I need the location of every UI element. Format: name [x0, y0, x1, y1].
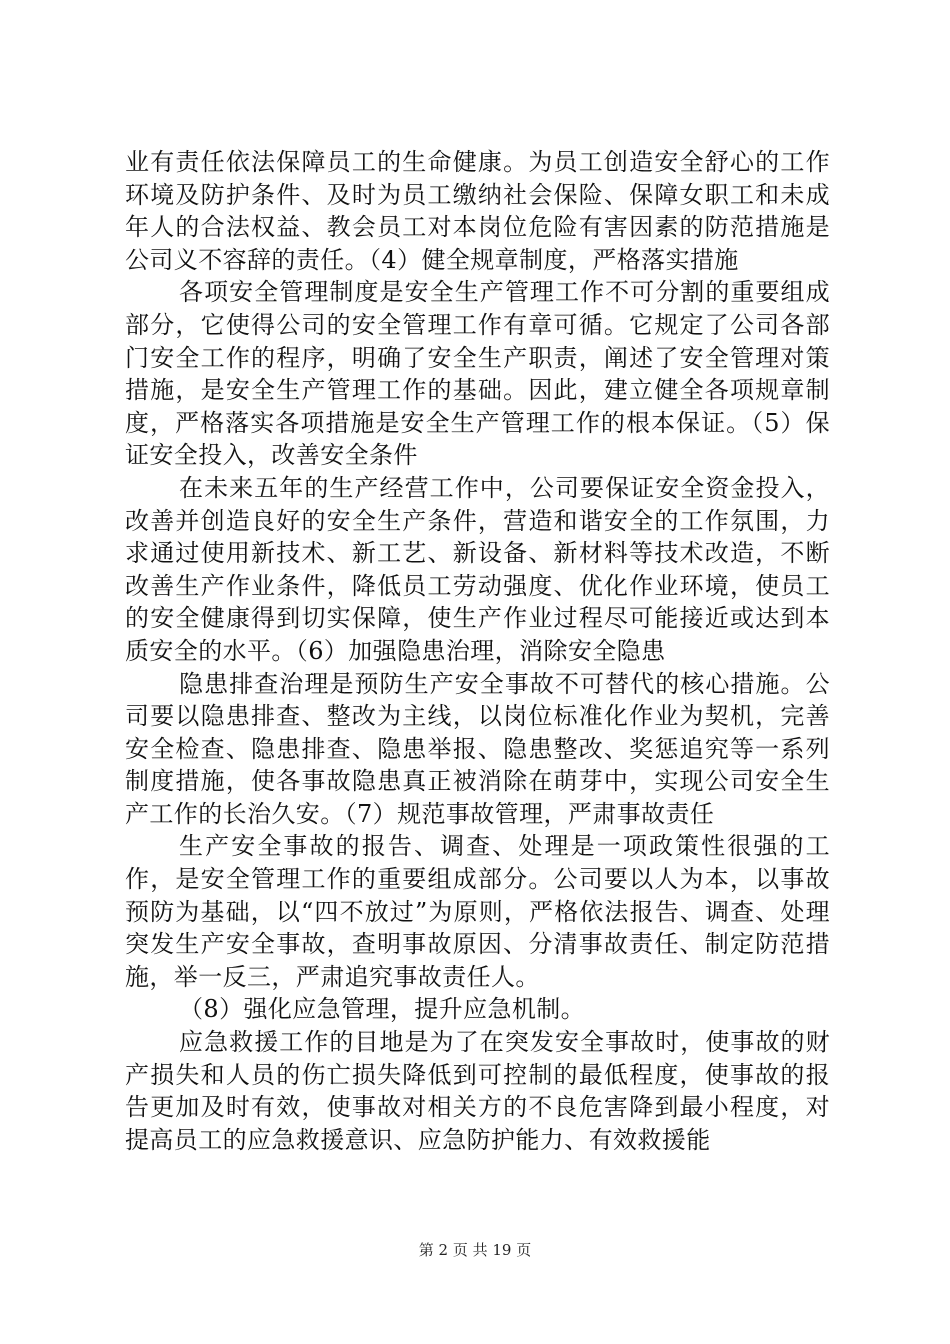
paragraph-6: （8）强化应急管理，提升应急机制。	[179, 995, 586, 1024]
paragraph-3: 在未来五年的生产经营工作中，公司要保证安全资金投入，改善并创造良好的安全生产条件，营造和谐安全的工作氛围，力求通过使用新技术、新工艺、新设备、新材料等技术改造，不断改善生产作业条件，降低员工劳动强度、优化作业环境，使员工的安全健康得到切实保障，使生产作业过程尽可能接近或达到本质安全的水平。（6）加强隐患治理，消除安全隐患	[125, 473, 830, 665]
paragraph-4: 隐患排查治理是预防生产安全事故不可替代的核心措施。公司要以隐患排查、整改为主线，以岗位标准化作业为契机，完善安全检查、隐患排查、隐患举报、隐患整改、奖惩追究等一系列制度措施，使各事故隐患真正被消除在萌芽中，实现公司安全生产工作的长治久安。（7）规范事故管理，严肃事故责任	[125, 669, 830, 828]
paragraph-2: 各项安全管理制度是安全生产管理工作不可分割的重要组成部分，它使得公司的安全管理工作有章可循。它规定了公司各部门安全工作的程序，明确了安全生产职责，阐述了安全管理对策措施，是安全生产管理工作的基础。因此，建立健全各项规章制度，严格落实各项措施是安全生产管理工作的根本保证。（5）保证安全投入，改善安全条件	[125, 278, 830, 470]
paragraph-5: 生产安全事故的报告、调查、处理是一项政策性很强的工作，是安全管理工作的重要组成部分。公司要以人为本，以事故预防为基础，以“四不放过”为原则，严格依法报告、调查、处理突发生产安全事故，查明事故原因、分清事故责任、制定防范措施，举一反三，严肃追究事故责任人。	[125, 832, 830, 991]
page-number-footer: 第 2 页 共 19 页	[418, 1241, 532, 1259]
document-body	[125, 146, 830, 1156]
paragraph-1: 业有责任依法保障员工的生命健康。为员工创造安全舒心的工作环境及防护条件、及时为员工缴纳社会保险、保障女职工和未成年人的合法权益、教会员工对本岗位危险有害因素的防范措施是公司义不容辞的责任。（4）健全规章制度，严格落实措施	[125, 148, 830, 274]
paragraph-7: 应急救援工作的目地是为了在突发安全事故时，使事故的财产损失和人员的伤亡损失降低到可控制的最低程度，使事故的报告更加及时有效，使事故对相关方的不良危害降到最小程度，对提高员工的应急救援意识、应急防护能力、有效救援能	[125, 1028, 830, 1154]
